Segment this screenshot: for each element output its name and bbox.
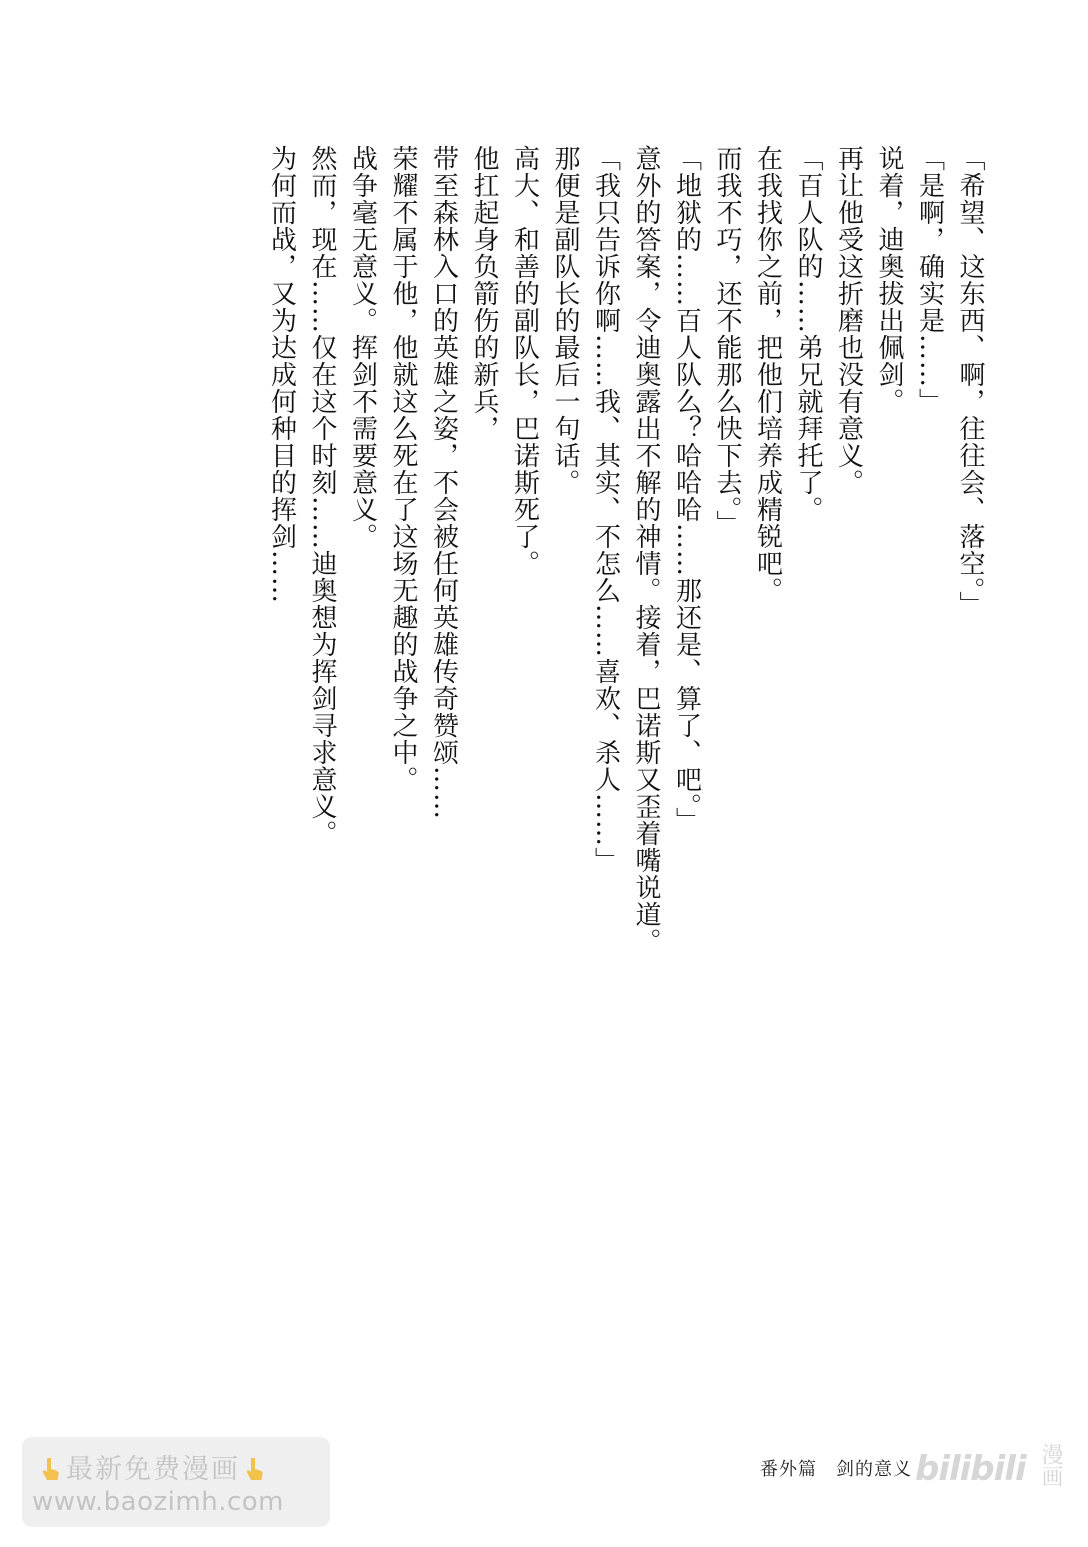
text-column-5: 「百人队的……弟兄就拜托了。 <box>793 145 823 523</box>
text-column-16: 战争毫无意义。挥剑不需要意义。 <box>347 145 378 550</box>
text-column-1: 「希望、这东西、啊，往往会、落空。」 <box>955 145 985 618</box>
text-column-10: 「我只告诉你啊……我、其实、不怎么……喜欢、杀人……」 <box>590 145 621 874</box>
text-column-14: 带至森林入口的英雄之姿，不会被任何英雄传奇赞颂…… <box>428 145 459 820</box>
text-column-15: 荣耀不属于他，他就这么死在了这场无趣的战争之中。 <box>388 145 418 793</box>
text-column-13: 他扛起身负箭伤的新兵， <box>469 145 499 442</box>
pointing-down-hand-icon <box>242 1456 268 1482</box>
text-column-18: 为何而战，又为达成何种目的挥剑…… <box>266 145 297 604</box>
text-column-11: 那便是副队长的最后一句话。 <box>550 145 580 496</box>
watermark-url[interactable]: www.baozimh.com <box>32 1487 284 1517</box>
watermark-line1: 最新免费漫画 <box>66 1454 240 1485</box>
novel-text-block <box>150 145 990 1145</box>
logo-bilibili-text: bilibili <box>915 1449 1026 1489</box>
text-column-4: 再让他受这折磨也没有意义。 <box>833 145 864 496</box>
text-column-3: 说着，迪奥拔出佩剑。 <box>874 145 904 415</box>
text-column-9: 意外的答案，令迪奥露出不解的神情。接着，巴诺斯又歪着嘴说道。 <box>631 145 661 955</box>
bilibili-manhua-logo <box>915 1443 1075 1503</box>
chapter-title: 番外篇 剑的意义 <box>760 1459 912 1480</box>
logo-manhua-text: 漫画 <box>1038 1443 1063 1487</box>
text-column-12: 高大、和善的副队长，巴诺斯死了。 <box>509 145 540 577</box>
text-column-8: 「地狱的……百人队么？哈哈哈……那还是、算了、吧。」 <box>671 145 702 834</box>
text-column-2: 「是啊，确实是……」 <box>914 145 945 415</box>
watermark-title-row <box>36 1447 270 1486</box>
text-column-7: 而我不巧，还不能那么快下去。」 <box>712 145 742 537</box>
pointing-down-hand-icon <box>38 1456 64 1482</box>
watermark-badge[interactable] <box>22 1437 330 1527</box>
text-column-17: 然而，现在……仅在这个时刻……迪奥想为挥剑寻求意义。 <box>307 145 337 847</box>
text-column-6: 在我找你之前，把他们培养成精锐吧。 <box>752 145 783 604</box>
